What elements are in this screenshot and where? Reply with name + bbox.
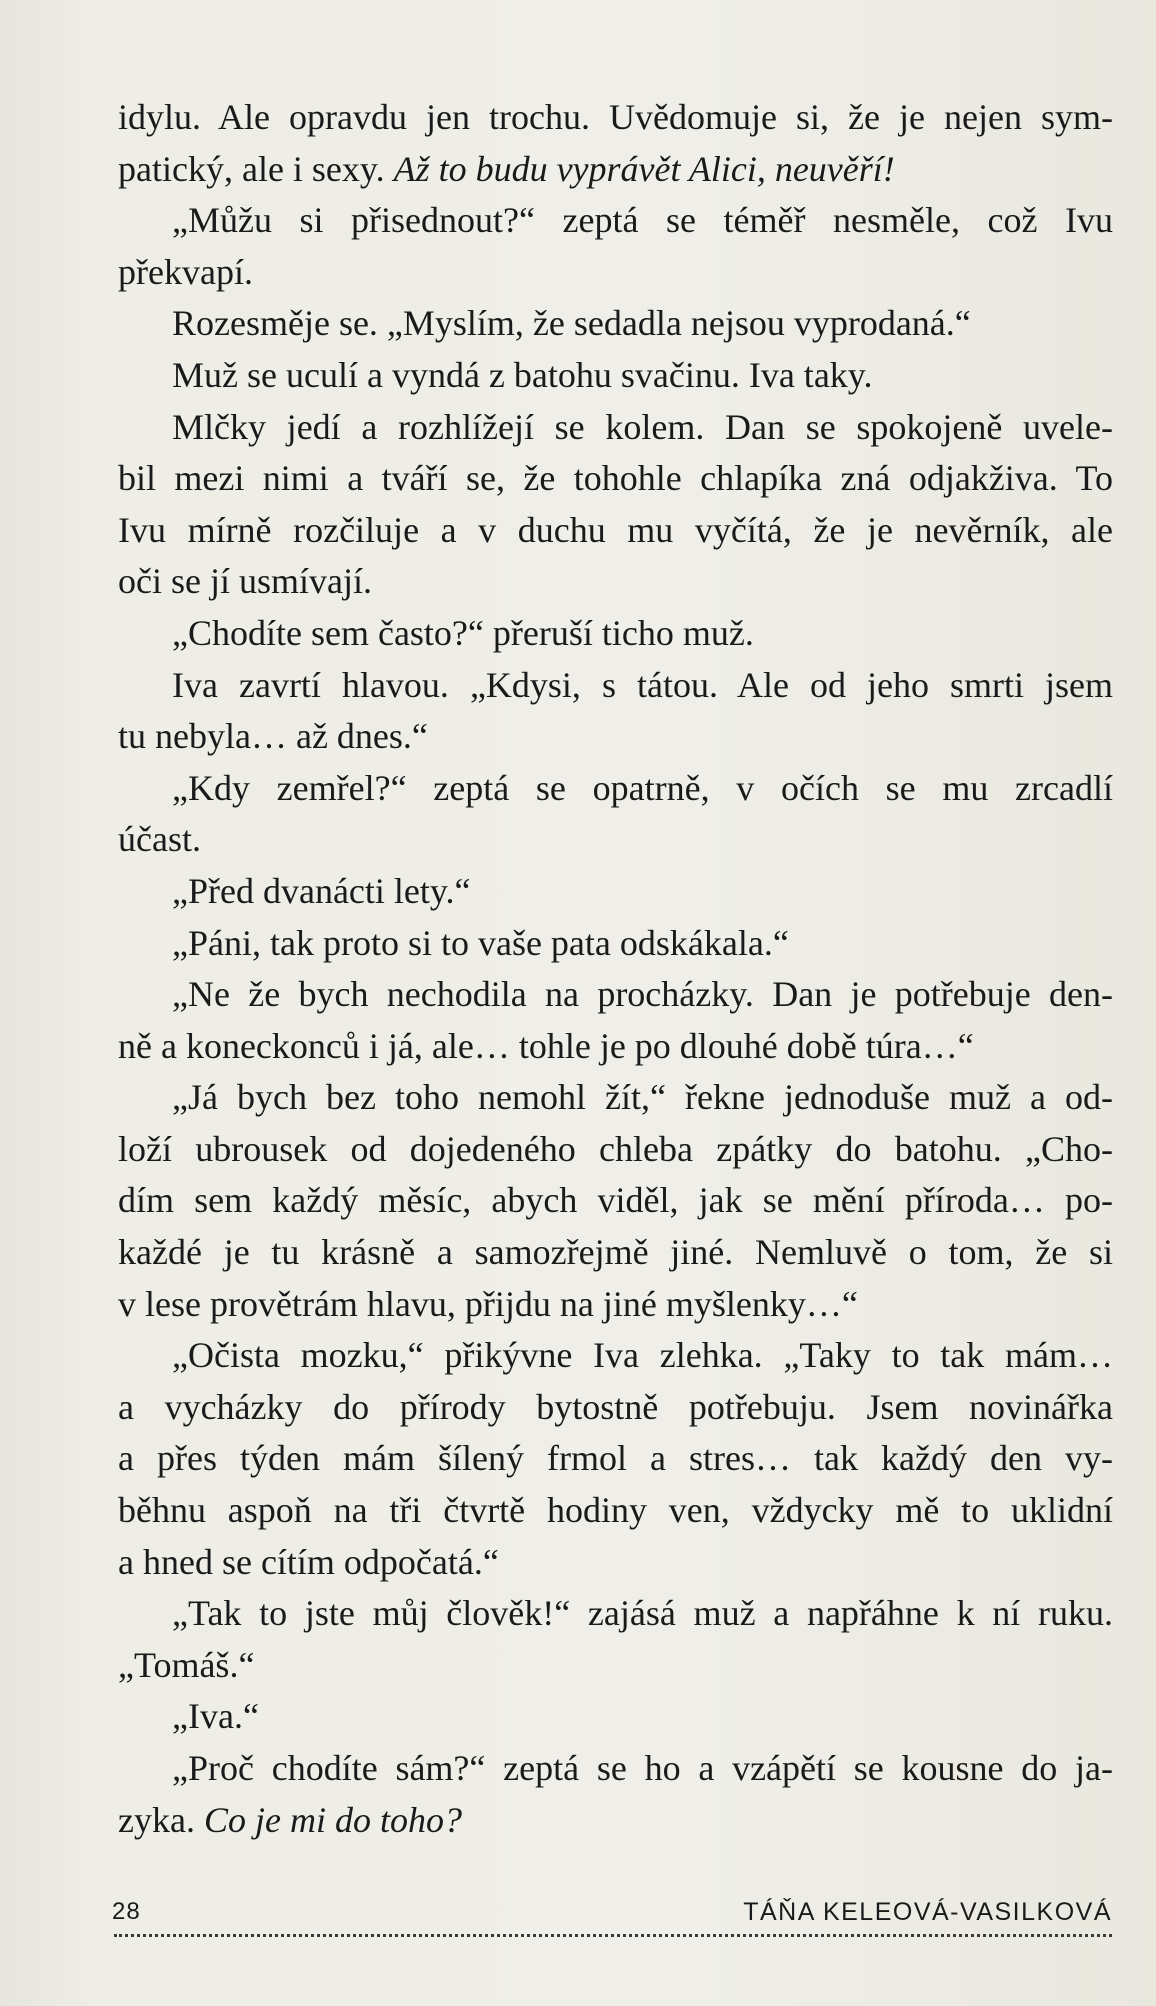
italic-thought: Až to budu vyprávět Alici, neuvěří! <box>393 148 895 189</box>
text-line <box>118 1175 1113 1227</box>
text-line <box>118 1485 1113 1537</box>
text-line-content: Rozesměje se. „Myslím, že sedadla nejsou vyprodaná.“ <box>172 303 971 344</box>
text-line-content: účast. <box>118 819 201 860</box>
page-number: 28 <box>112 1898 141 1925</box>
text-line-content: Muž se uculí a vyndá z batohu svačinu. Iva taky. <box>172 354 873 395</box>
text-line <box>118 556 1113 608</box>
text-line <box>118 608 1113 660</box>
text-line-content: loží ubrousek od dojedeného chleba zpátky do batohu. „Cho- <box>118 1128 1113 1169</box>
text-line <box>118 350 1113 402</box>
text-line <box>118 711 1113 763</box>
text-line-content: „Iva.“ <box>172 1696 259 1737</box>
text-line-content: „Chodíte sem často?“ přeruší ticho muž. <box>172 612 754 653</box>
text-line-content: překvapí. <box>118 251 253 292</box>
text-line-content: „Tak to jste můj člověk!“ zajásá muž a napřáhne k ní ruku. <box>172 1593 1113 1634</box>
footer-dotted-rule <box>114 1934 1112 1937</box>
text-line <box>118 1330 1113 1382</box>
text-line <box>118 814 1113 866</box>
text-line <box>118 1279 1113 1331</box>
text-line <box>118 1588 1113 1640</box>
text-line-content: Ivu mírně rozčiluje a v duchu mu vyčítá, že je nevěrník, ale <box>118 509 1113 550</box>
text-line-content: „Tomáš.“ <box>118 1644 255 1685</box>
text-line-content: „Očista mozku,“ přikývne Iva zlehka. „Taky to tak mám… <box>172 1335 1113 1376</box>
text-line <box>118 1743 1113 1795</box>
text-line-content: běhnu aspoň na tři čtvrtě hodiny ven, vždycky mě to uklidní <box>118 1490 1113 1531</box>
text-line-content: zyka. <box>118 1799 204 1840</box>
text-line-content: „Páni, tak proto si to vaše pata odskákala.“ <box>172 922 789 963</box>
text-line <box>118 453 1113 505</box>
text-line-content: patický, ale i sexy. <box>118 148 394 189</box>
text-line-content: Iva zavrtí hlavou. „Kdysi, s tátou. Ale od jeho smrti jsem <box>172 664 1113 705</box>
text-line-content: bil mezi nimi a tváří se, že tohohle chlapíka zná odjakživa. To <box>118 458 1113 499</box>
text-line <box>118 1640 1113 1692</box>
text-line <box>118 1795 1113 1847</box>
text-line <box>118 1691 1113 1743</box>
text-line-content: „Můžu si přisednout?“ zeptá se téměř nesměle, což Ivu <box>172 200 1113 241</box>
text-line-content: „Kdy zemřel?“ zeptá se opatrně, v očích se mu zrcadlí <box>172 767 1113 808</box>
text-line-content: „Já bych bez toho nemohl žít,“ řekne jednoduše muž a od- <box>172 1077 1113 1118</box>
text-line <box>118 866 1113 918</box>
page-footer <box>112 1898 1112 1938</box>
text-line <box>118 247 1113 299</box>
text-line <box>118 969 1113 1021</box>
text-line-content: a přes týden mám šílený frmol a stres… tak každý den vy- <box>118 1438 1113 1479</box>
text-line-content: ně a koneckonců i já, ale… tohle je po dlouhé době túra…“ <box>118 1025 974 1066</box>
text-line <box>118 92 1113 144</box>
text-line <box>118 1021 1113 1073</box>
body-text <box>118 92 1113 1846</box>
text-line-content: „Před dvanácti lety.“ <box>172 870 471 911</box>
text-line <box>118 195 1113 247</box>
text-line <box>118 298 1113 350</box>
text-line <box>118 763 1113 815</box>
text-line-content: dím sem každý měsíc, abych viděl, jak se mění příroda… po- <box>118 1180 1113 1221</box>
text-line-content: a hned se cítím odpočatá.“ <box>118 1541 499 1582</box>
text-line <box>118 1124 1113 1176</box>
text-line-content: tu nebyla… až dnes.“ <box>118 716 428 757</box>
text-line <box>118 660 1113 712</box>
text-line <box>118 1382 1113 1434</box>
text-line <box>118 1072 1113 1124</box>
text-line-content: a vycházky do přírody bytostně potřebuju. Jsem novinářka <box>118 1386 1113 1427</box>
text-line <box>118 505 1113 557</box>
text-line-content: v lese provětrám hlavu, přijdu na jiné myšlenky…“ <box>118 1283 858 1324</box>
text-line <box>118 1537 1113 1589</box>
italic-thought: Co je mi do toho? <box>203 1799 462 1840</box>
text-line-content: „Proč chodíte sám?“ zeptá se ho a vzápětí se kousne do ja- <box>172 1748 1113 1788</box>
text-line-content: idylu. Ale opravdu jen trochu. Uvědomuje si, že je nejen sym- <box>118 97 1113 137</box>
text-line-content: Mlčky jedí a rozhlížejí se kolem. Dan se spokojeně uvele- <box>172 406 1113 447</box>
text-line <box>118 144 1113 196</box>
text-line <box>118 918 1113 970</box>
text-line-content: každé je tu krásně a samozřejmě jiné. Nemluvě o tom, že si <box>118 1232 1113 1273</box>
text-line <box>118 402 1113 454</box>
text-line <box>118 1433 1113 1485</box>
author-name: TÁŇA KELEOVÁ-VASILKOVÁ <box>743 1898 1112 1926</box>
text-line-content: oči se jí usmívají. <box>118 561 372 602</box>
text-line <box>118 1227 1113 1279</box>
text-line-content: „Ne že bych nechodila na procházky. Dan je potřebuje den- <box>172 974 1113 1015</box>
